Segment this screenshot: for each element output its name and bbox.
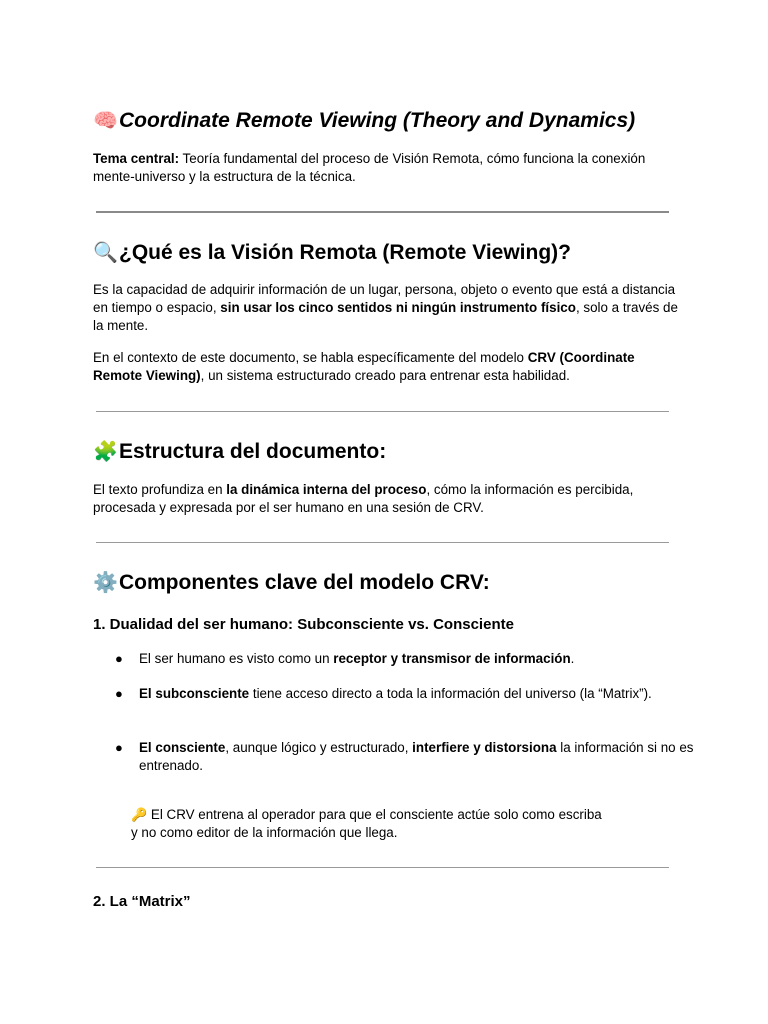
bold-run: sin usar los cinco sentidos ni ningún instrumento físico	[220, 300, 576, 315]
text-run: , cómo la información es percibida, procesada y expresada por el ser humano en una sesión de CRV.	[93, 482, 634, 515]
text-run: El texto profundiza en	[93, 482, 227, 497]
divider	[96, 411, 669, 412]
bold-run: El consciente	[139, 740, 226, 755]
text-run: , solo a través de la mente.	[93, 300, 678, 333]
text-run: .	[570, 651, 575, 666]
list-item	[93, 685, 699, 703]
magnifier-icon: 🔍	[93, 242, 118, 264]
subheading-duality: 1. Dualidad del ser humano: Subconsciente vs. Consciente	[93, 616, 514, 633]
text-run: tiene acceso directo a toda la información del universo (la “Matrix”).	[249, 686, 652, 701]
bullet-icon: ●	[115, 651, 123, 666]
text-run: El ser humano es visto como un	[139, 651, 334, 666]
section-heading-structure	[93, 439, 683, 465]
intro-label: Tema central:	[93, 151, 180, 166]
bullet-icon: ●	[115, 740, 123, 755]
bold-run: El subconsciente	[139, 686, 250, 701]
text-run: la información si no es entrenado.	[139, 740, 694, 773]
text-run: , aunque lógico y estructurado,	[225, 740, 413, 755]
document-title	[93, 108, 683, 134]
text-run: En el contexto de este documento, se habla específicamente del modelo	[93, 350, 528, 365]
section-heading-structure-text: Estructura del documento:	[119, 440, 387, 463]
intro-text: Teoría fundamental del proceso de Visión Remota, cómo funciona la conexión mente-universo y la estructura de la técnica.	[93, 151, 646, 184]
subheading-matrix: 2. La “Matrix”	[93, 893, 191, 910]
bold-run: CRV (Coordinate Remote Viewing)	[93, 350, 635, 383]
text-run: , un sistema estructurado creado para entrenar esta habilidad.	[200, 368, 570, 383]
what-paragraph-2	[93, 349, 683, 385]
structure-paragraph	[93, 481, 683, 517]
key-note	[131, 806, 661, 842]
duality-bullet-list	[93, 650, 694, 780]
list-item	[93, 739, 699, 775]
text-run: Es la capacidad de adquirir información de un lugar, persona, objeto o evento que está a distancia en tiempo o espacio,	[93, 282, 676, 315]
bullet-icon: ●	[115, 686, 123, 701]
note-line-1: El CRV entrena al operador para que el consciente actúe solo como escriba	[147, 807, 602, 822]
divider	[96, 867, 669, 868]
divider	[96, 211, 669, 213]
bold-run: la dinámica interna del proceso	[226, 482, 427, 497]
bold-run: receptor y transmisor de información	[333, 651, 571, 666]
list-item	[93, 650, 699, 668]
gear-icon: ⚙️	[93, 572, 118, 594]
section-heading-components-text: Componentes clave del modelo CRV:	[119, 571, 490, 594]
section-heading-components	[93, 570, 683, 596]
note-line-2: y no como editor de la información que llega.	[131, 825, 398, 840]
bold-run: interfiere y distorsiona	[412, 740, 557, 755]
brain-icon: 🧠	[93, 110, 118, 132]
key-icon: 🔑	[131, 807, 148, 822]
divider	[96, 542, 669, 543]
intro-paragraph	[93, 150, 683, 186]
section-heading-what	[93, 240, 683, 266]
document-title-text: Coordinate Remote Viewing (Theory and Dynamics)	[119, 109, 636, 132]
section-heading-what-text: ¿Qué es la Visión Remota (Remote Viewing)?	[119, 241, 571, 264]
puzzle-icon: 🧩	[93, 441, 118, 463]
what-paragraph-1	[93, 281, 683, 335]
